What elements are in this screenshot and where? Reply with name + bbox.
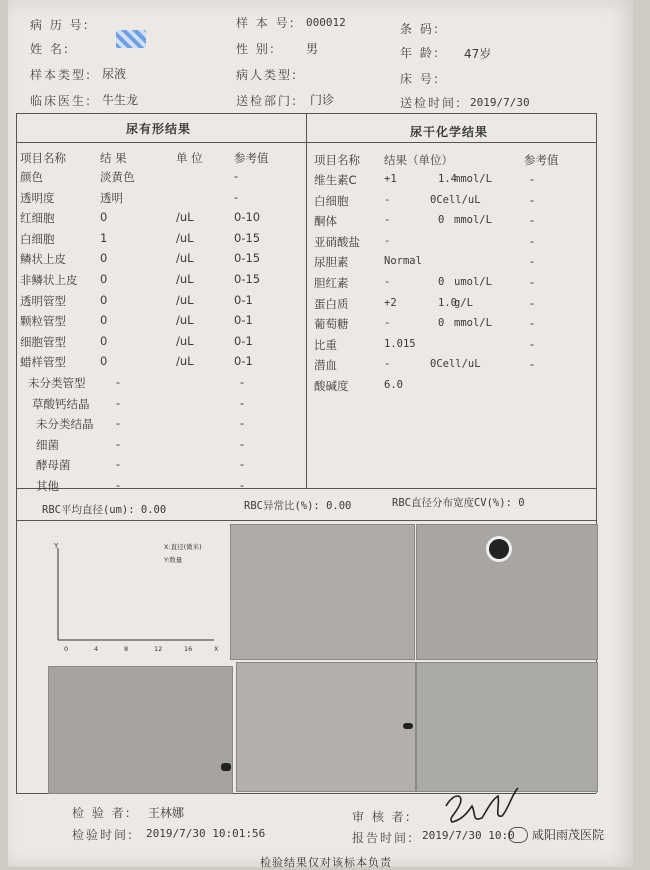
gender-value: 男 — [306, 42, 319, 56]
histogram-legend-x: X:直径(微米) — [164, 543, 202, 551]
particle — [221, 763, 231, 771]
right-row-reference: - — [530, 233, 535, 248]
left-row-unit: /uL — [176, 272, 194, 286]
left-row-result: 淡黄色 — [100, 170, 135, 184]
left-row-reference: 0-1 — [234, 333, 253, 348]
left-row-unit: /uL — [176, 333, 194, 348]
sample-no-value: 000012 — [306, 16, 346, 29]
left-row-result: 0 — [100, 251, 108, 266]
right-row-result: - — [384, 214, 391, 227]
left-row-reference: - — [240, 375, 245, 389]
left-row-name: 未分类管型 — [28, 376, 86, 390]
right-header-name: 项目名称 — [314, 153, 360, 167]
wechat-icon — [508, 827, 528, 843]
histogram-y-axis-label: Y — [54, 542, 59, 550]
rbc-histogram — [38, 536, 228, 656]
right-row-reference: - — [530, 295, 535, 310]
rbc-avg-diameter: RBC平均直径(um): 0.00 — [42, 504, 167, 516]
report-paper — [8, 0, 633, 867]
left-row-result: 0 — [100, 354, 108, 369]
redacted-name — [116, 30, 146, 48]
left-row-result: 1 — [100, 230, 108, 245]
left-row-reference: 0-1 — [234, 313, 253, 328]
right-row-name: 亚硝酸盐 — [314, 234, 360, 249]
left-row-name: 颗粒管型 — [20, 314, 66, 329]
left-row-name: 细菌 — [36, 437, 59, 452]
report-time-label: 报告时间: — [352, 831, 415, 845]
right-row-result: 1.015 — [384, 337, 416, 350]
right-row-unit: g/L — [454, 296, 473, 309]
right-row-name: 白细胞 — [314, 193, 349, 208]
inspector-value: 王林娜 — [148, 806, 185, 820]
right-row-reference: - — [530, 316, 535, 331]
left-row-name: 酵母菌 — [36, 458, 71, 473]
rbc-bottom-border — [16, 520, 596, 521]
right-header-reference: 参考值 — [524, 153, 559, 167]
left-row-result: 0 — [100, 333, 108, 348]
right-row-unit: mmol/L — [454, 317, 492, 330]
left-row-name: 非鳞状上皮 — [20, 273, 78, 287]
right-row-reference: - — [530, 213, 535, 228]
left-row-result: 0 — [100, 313, 108, 328]
wechat-watermark — [508, 826, 604, 843]
histogram-tick-label: 8 — [124, 645, 129, 653]
physician-value: 牛生龙 — [102, 93, 139, 107]
left-row-result: 透明 — [100, 190, 123, 205]
histogram-legend-y: Y:数量 — [164, 556, 183, 564]
left-row-result: - — [116, 436, 121, 451]
name-label: 姓 名: — [30, 42, 70, 56]
left-header-1: 结 果 — [100, 151, 127, 165]
cell-particle — [489, 539, 509, 559]
left-row-name: 透明管型 — [20, 293, 66, 308]
age-label: 年 龄: — [400, 46, 440, 60]
right-row-reference: - — [530, 336, 535, 351]
left-row-name: 透明度 — [20, 190, 55, 205]
inspect-time-label: 检验时间: — [72, 828, 135, 842]
right-row-unit: mmol/L — [454, 214, 492, 227]
right-row-name: 葡萄糖 — [314, 317, 349, 332]
sample-type-value: 尿液 — [102, 67, 127, 81]
left-row-unit: /uL — [176, 251, 194, 266]
right-row-reference: - — [530, 275, 535, 289]
submit-time-value: 2019/7/30 — [470, 96, 530, 109]
histogram-tick-label: 12 — [154, 645, 163, 653]
left-row-reference: - — [240, 416, 245, 431]
left-row-name: 颜色 — [20, 170, 43, 184]
microscope-image-5 — [416, 662, 598, 792]
microscope-image-3 — [48, 666, 233, 794]
right-row-result: - — [384, 193, 391, 206]
rbc-cv: RBC直径分布宽度CV(%): 0 — [392, 497, 525, 509]
left-row-unit: /uL — [176, 292, 194, 307]
right-row-unit: mmol/L — [454, 173, 492, 185]
left-row-unit: /uL — [176, 313, 194, 328]
right-row-reference: - — [530, 192, 535, 207]
table-bottom-border — [16, 488, 596, 489]
particle — [403, 723, 413, 729]
right-row-result: - — [384, 317, 391, 330]
right-row-name: 胆红素 — [314, 276, 349, 290]
bed-label: 床 号: — [400, 72, 440, 86]
left-row-name: 未分类结晶 — [36, 417, 94, 432]
submit-time-label: 送检时间: — [400, 96, 463, 110]
histogram-tick-label: 0 — [64, 645, 69, 653]
inspector-label: 检 验 者: — [72, 806, 132, 820]
dept-label: 送检部门: — [236, 94, 299, 108]
age-value: 47岁 — [464, 47, 492, 61]
left-row-result: - — [116, 375, 121, 389]
right-row-result: - — [384, 234, 391, 247]
watermark-text: 咸阳雨茂医院 — [532, 828, 605, 842]
inspect-time-value: 2019/7/30 10:01:56 — [146, 827, 266, 840]
histogram-tick-label: X — [214, 645, 219, 653]
right-row-result: - — [384, 276, 391, 288]
left-row-name: 蜡样管型 — [20, 355, 66, 370]
right-row-result: - — [384, 358, 391, 371]
left-row-reference: 0-1 — [234, 292, 253, 307]
left-header-0: 项目名称 — [20, 151, 66, 165]
right-row-value: 1.4 — [438, 173, 457, 185]
right-row-name: 酸碱度 — [314, 379, 349, 393]
left-row-reference: - — [240, 395, 245, 410]
left-row-unit: /uL — [176, 230, 194, 245]
table-left-border — [16, 113, 17, 793]
left-row-name: 细胞管型 — [20, 334, 66, 349]
right-row-value: 0 — [438, 214, 445, 227]
left-row-result: 0 — [100, 272, 108, 286]
right-row-reference: - — [530, 254, 535, 269]
microscope-image-4 — [236, 662, 416, 792]
left-header-3: 参考值 — [234, 151, 269, 165]
right-row-result: +1 — [384, 173, 397, 185]
left-row-reference: 0-15 — [234, 251, 261, 266]
left-row-name: 白细胞 — [20, 231, 55, 246]
right-row-name: 尿胆素 — [314, 255, 349, 270]
left-row-result: - — [116, 395, 121, 410]
left-row-unit: /uL — [176, 210, 194, 225]
histogram-tick-label: 4 — [94, 645, 99, 653]
right-row-name: 蛋白质 — [314, 296, 349, 311]
patient-type-label: 病人类型: — [236, 68, 299, 82]
right-row-value: 0 — [438, 276, 445, 288]
left-row-name: 草酸钙结晶 — [32, 396, 90, 411]
left-row-reference: - — [240, 436, 245, 451]
left-section-title: 尿有形结果 — [126, 122, 192, 136]
medical-record-label: 病 历 号: — [30, 18, 90, 32]
rbc-abnormal-ratio: RBC异常比(%): 0.00 — [244, 500, 352, 512]
physician-label: 临床医生: — [30, 94, 93, 108]
left-row-name: 其他 — [36, 479, 59, 493]
right-row-unit: umol/L — [454, 276, 492, 288]
left-row-result: 0 — [100, 292, 108, 307]
right-section-title: 尿干化学结果 — [410, 125, 489, 139]
histogram-tick-label: 16 — [184, 645, 193, 653]
disclaimer: 检验结果仅对该标本负责 — [260, 856, 392, 869]
left-row-name: 鳞状上皮 — [20, 252, 66, 267]
left-row-result: - — [116, 416, 121, 431]
barcode-label: 条 码: — [400, 22, 440, 36]
left-row-reference: 0-10 — [234, 210, 261, 225]
left-row-name: 红细胞 — [20, 211, 55, 226]
left-row-reference: - — [234, 189, 239, 204]
microscope-image-2 — [416, 524, 598, 660]
reviewer-label: 审 核 者: — [352, 810, 412, 824]
right-row-value: 1.0 — [438, 296, 457, 309]
right-row-value: 0Cell/uL — [430, 193, 481, 206]
table-center-divider — [306, 113, 307, 488]
left-row-reference: 0-15 — [234, 230, 261, 245]
left-row-result: - — [116, 478, 121, 492]
right-row-name: 比重 — [314, 337, 337, 352]
right-row-result: +2 — [384, 296, 397, 309]
right-row-value: 0 — [438, 317, 445, 330]
right-row-name: 潜血 — [314, 358, 337, 373]
left-row-reference: - — [240, 457, 245, 472]
right-header-result: 结果（单位） — [384, 153, 453, 167]
right-row-reference: - — [530, 357, 535, 372]
right-row-reference: - — [530, 172, 535, 186]
right-row-result: 6.0 — [384, 379, 403, 391]
right-row-name: 维生素C — [314, 173, 357, 187]
right-row-value: 0Cell/uL — [430, 358, 481, 371]
right-row-result: Normal — [384, 255, 422, 268]
dept-value: 门诊 — [310, 93, 335, 107]
left-row-reference: - — [234, 169, 239, 183]
microscope-image-1 — [230, 524, 415, 660]
left-row-reference: 0-1 — [234, 354, 253, 369]
right-row-name: 酮体 — [314, 214, 337, 229]
left-header-2: 单 位 — [176, 151, 203, 165]
sample-no-label: 样 本 号: — [236, 16, 296, 30]
sample-type-label: 样本类型: — [30, 68, 93, 82]
left-row-unit: /uL — [176, 354, 194, 369]
left-row-reference: 0-15 — [234, 272, 261, 286]
gender-label: 性 别: — [236, 42, 276, 56]
left-row-reference: - — [240, 478, 245, 492]
reviewer-signature — [442, 782, 522, 832]
report-time-value: 2019/7/30 10:0 — [422, 829, 515, 842]
left-row-result: 0 — [100, 210, 108, 225]
left-row-result: - — [116, 457, 121, 472]
